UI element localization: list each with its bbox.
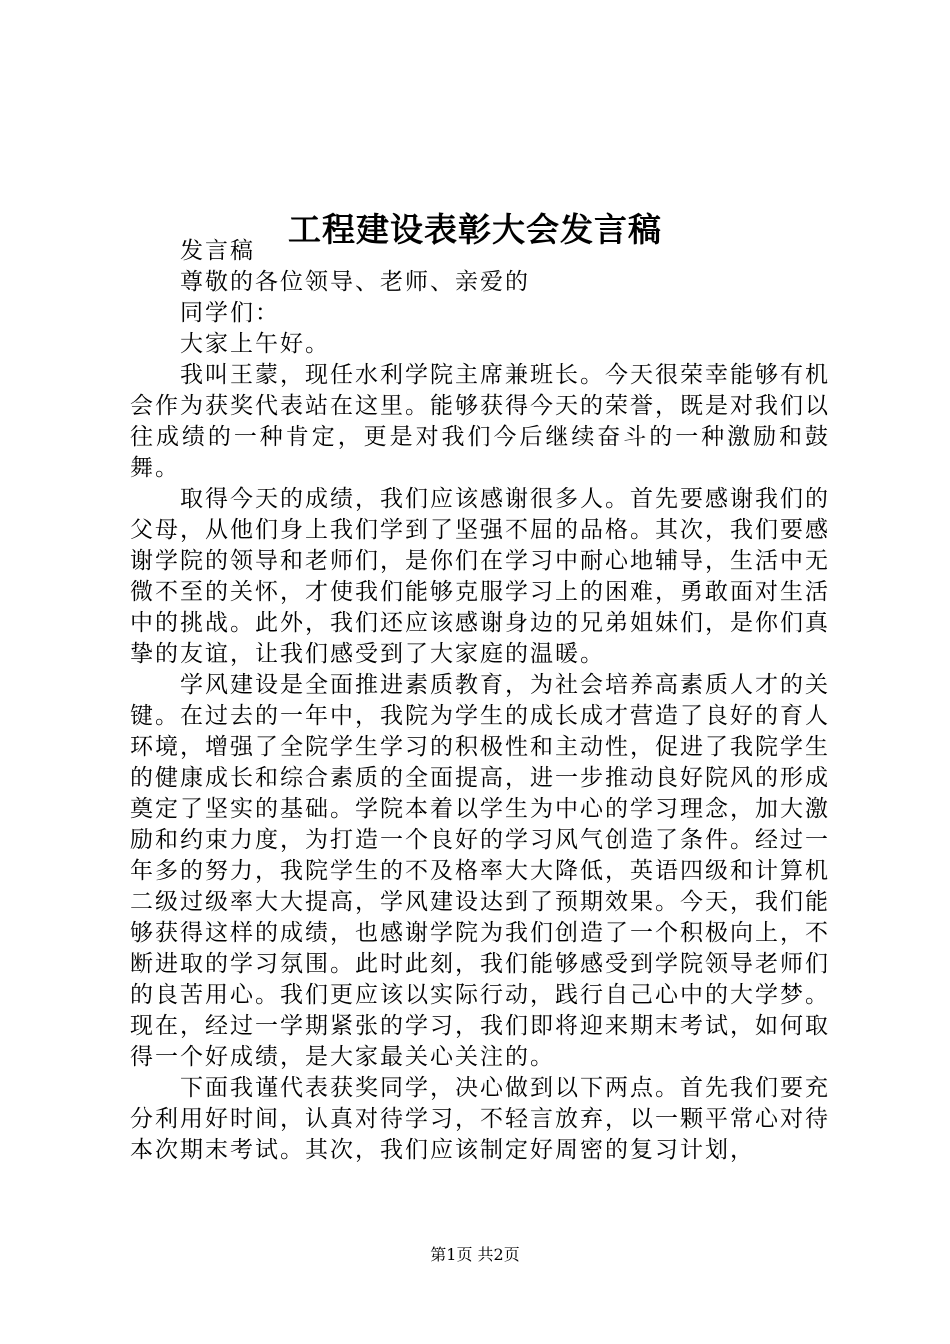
paragraph-greeting: 大家上午好。 bbox=[180, 331, 330, 357]
paragraph-heading: 发言稿 bbox=[180, 238, 255, 264]
paragraph-study-style: 学风建设是全面推进素质教育，为社会培养高素质人才的关键。在过去的一年中，我院为学生的成长成才营造了良好的育人环境，增强了全院学生学习的积极性和主动性，促进了我院学生的健康成长和综合素质的全面提高，进一步推动良好院风的形成奠定了坚实的基础。学院本着以学生为中心的学习理念，加大激励和约束力度，为打造一个良好的学习风气创造了条件。经过一年多的努力，我院学生的不及格率大大降低，英语四级和计算机二级过级率大大提高，学风建设达到了预期效果。今天，我们能够获得这样的成绩，也感谢学院为我们创造了一个积极向上，不断进取的学习氛围。此时此刻，我们能够感受到学院领导老师们的良苦用心。我们更应该以实际行动，践行自己心中的大学梦。现在，经过一学期紧张的学习，我们即将迎来期末考试，如何取得一个好成绩，是大家最关心关注的。 bbox=[130, 672, 830, 1070]
paragraph-resolution: 下面我谨代表获奖同学，决心做到以下两点。首先我们要充分利用好时间，认真对待学习，不轻言放弃，以一颗平常心对待本次期末考试。其次，我们应该制定好周密的复习计划， bbox=[130, 1075, 830, 1163]
paragraph-salutation-cont: 同学们： bbox=[180, 300, 280, 326]
page-footer: 第1页 共2页 bbox=[430, 1245, 520, 1264]
page-title: 工程建设表彰大会发言稿 bbox=[288, 210, 662, 250]
document-body bbox=[130, 236, 830, 1166]
paragraph-thanks: 取得今天的成绩，我们应该感谢很多人。首先要感谢我们的父母，从他们身上我们学到了坚强不屈的品格。其次，我们要感谢学院的领导和老师们，是你们在学习中耐心地辅导，生活中无微不至的关怀，才使我们能够克服学习上的困难，勇敢面对生活中的挑战。此外，我们还应该感谢身边的兄弟姐妹们，是你们真挚的友谊，让我们感受到了大家庭的温暖。 bbox=[130, 486, 830, 667]
paragraph-salutation: 尊敬的各位领导、老师、亲爱的 bbox=[180, 269, 530, 295]
paragraph-intro: 我叫王蒙，现任水利学院主席兼班长。今天很荣幸能够有机会作为获奖代表站在这里。能够获得今天的荣誉，既是对我们以往成绩的一种肯定，更是对我们今后继续奋斗的一种激励和鼓舞。 bbox=[130, 362, 830, 481]
